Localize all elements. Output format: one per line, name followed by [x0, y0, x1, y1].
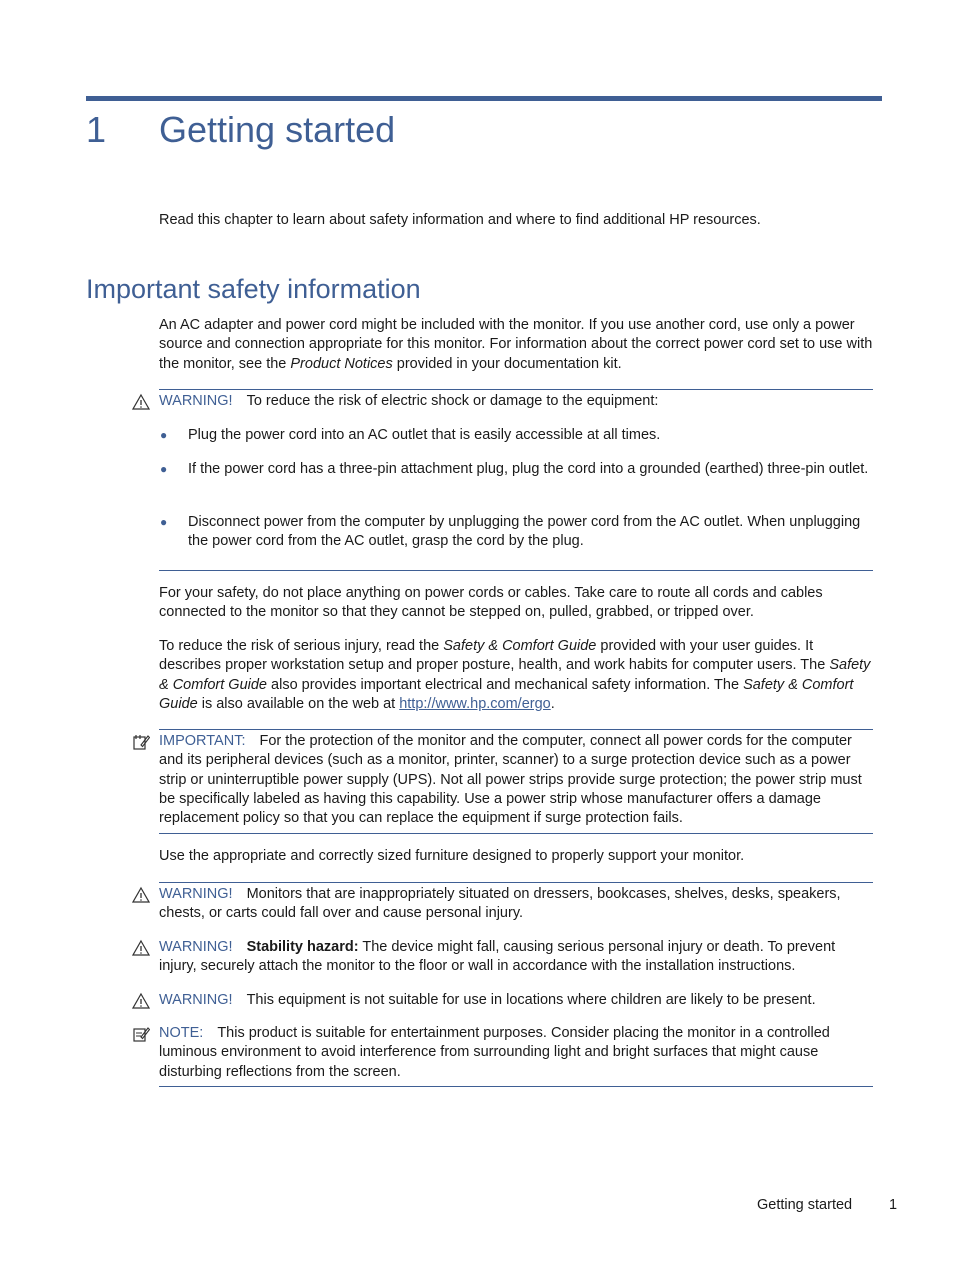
- stability-hazard-label: Stability hazard:: [246, 939, 359, 955]
- bullet-icon: ●: [160, 462, 168, 476]
- note-pencil-icon: [132, 1025, 150, 1043]
- divider: [159, 833, 873, 834]
- warning-label: WARNING!: [159, 886, 233, 902]
- warning-triangle-icon: [132, 393, 150, 411]
- chapter-title: Getting started: [159, 109, 396, 150]
- page-number: 1: [889, 1197, 898, 1213]
- note-label: NOTE:: [159, 1025, 204, 1041]
- divider: [159, 570, 873, 571]
- divider: [159, 1086, 873, 1087]
- divider: [159, 389, 873, 390]
- chapter-number: 1: [86, 109, 107, 150]
- furniture-paragraph: Use the appropriate and correctly sized furniture designed to properly support your monitor.: [159, 848, 745, 864]
- bullet-icon: ●: [160, 428, 168, 442]
- warning-triangle-icon: [132, 886, 150, 904]
- safety-guide-paragraph: To reduce the risk of serious injury, read the Safety & Comfort Guide provided with your user guides. It describes proper workstation setup and proper posture, health, and work habits for computer users. The Safety & Comfort Guide also provides important electrical and mechanical safety information. The Safety & Comfort Guide is also available on the web at http://www.hp.com/ergo.: [159, 638, 871, 712]
- warning-triangle-icon: [132, 992, 150, 1010]
- important-pencil-icon: [132, 733, 150, 751]
- important-callout: IMPORTANT: For the protection of the monitor and the computer, connect all power cords for the computer and its peripheral devices (such as a monitor, printer, scanner) to a surge protection device such as a power strip or uninterruptible power supply (UPS). Not all power strips provide surge protection; the power strip must be specifically labeled as having this capability. Use a power strip whose manufacturer offers a damage replacement policy so that you can replace the equipment if surge protection fails.: [159, 733, 862, 827]
- warning-callout: WARNING! Monitors that are inappropriately situated on dressers, bookcases, shelves, desks, speakers, chests, or carts could fall over and cause personal injury.: [159, 886, 841, 922]
- warning-callout: WARNING! To reduce the risk of electric shock or damage to the equipment:: [159, 393, 659, 409]
- important-label: IMPORTANT:: [159, 733, 246, 749]
- section-title: Important safety information: [86, 274, 421, 304]
- footer-chapter-label: Getting started: [757, 1197, 853, 1213]
- bullet-icon: ●: [160, 515, 168, 529]
- warning-callout: WARNING! This equipment is not suitable for use in locations where children are likely to be present.: [159, 992, 816, 1008]
- power-cord-paragraph: An AC adapter and power cord might be included with the monitor. If you use another cord, use only a power source and connection appropriate for this monitor. For information about the correct power cord set to use with the monitor, see the Product Notices provided in your documentation kit.: [159, 317, 873, 372]
- divider: [159, 729, 873, 730]
- warning-callout: WARNING! Stability hazard: The device might fall, causing serious personal injury or death. To prevent injury, securely attach the monitor to the floor or wall in accordance with the installation instructions.: [159, 939, 836, 975]
- chapter-rule: [86, 96, 882, 101]
- warning-label: WARNING!: [159, 939, 233, 955]
- note-callout: NOTE: This product is suitable for entertainment purposes. Consider placing the monitor in a controlled luminous environment to avoid interference from surrounding light and bright surfaces that might cause disturbing reflections from the screen.: [159, 1025, 830, 1080]
- warning-label: WARNING!: [159, 393, 233, 409]
- warning-label: WARNING!: [159, 992, 233, 1008]
- intro-paragraph: Read this chapter to learn about safety information and where to find additional HP resources.: [159, 212, 761, 228]
- warning-triangle-icon: [132, 939, 150, 957]
- ergo-link[interactable]: http://www.hp.com/ergo: [399, 695, 551, 712]
- cord-routing-paragraph: For your safety, do not place anything on power cords or cables. Take care to route all cords and cables connected to the monitor so that they cannot be stepped on, pulled, grabbed, or tripped over.: [159, 585, 823, 621]
- divider: [159, 882, 873, 883]
